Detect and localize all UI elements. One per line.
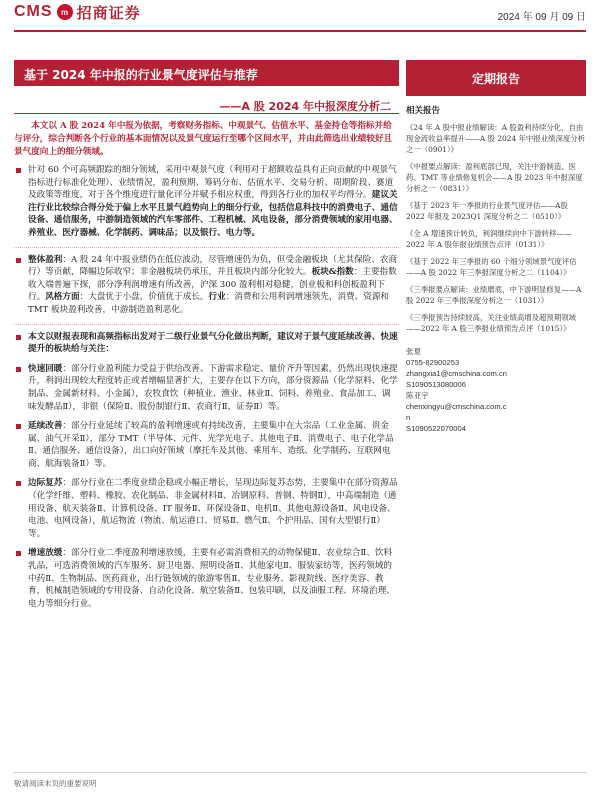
related-report-link[interactable]: 《24 年 A 股中报业绩解读：A 股盈利持续分化，自由现金流收益率提升——A 股 2024 年中报业绩深度分析之一（0901）》 bbox=[406, 123, 586, 154]
logo-cn: 招商证券 bbox=[76, 3, 141, 22]
bullet-text: ：消费和公用利润增速领先，消费、资源和 TMT 板块盈利改善，中游制造盈利恶化。 bbox=[28, 292, 390, 315]
bullet-keyword: 板块&指数 bbox=[311, 267, 354, 278]
summary-bullet bbox=[14, 164, 399, 240]
contact-line: 0755-82900253 bbox=[406, 358, 460, 367]
footer-divider bbox=[14, 772, 586, 773]
bullet-keyword: 边际复苏 bbox=[28, 478, 63, 489]
sidebar bbox=[406, 60, 586, 434]
contact-line: 陈亚宇 bbox=[406, 391, 429, 400]
logo-mark-icon: m bbox=[57, 4, 73, 20]
cms-logo bbox=[14, 2, 141, 22]
bullet-text: ：部分行业在二季度业绩企稳或小幅正增长，呈现边际复苏态势，主要集中在部分资源品（化学纤维、塑料、橡胶、农化制品、非金属材料Ⅱ、冶钢原料、普钢、特钢Ⅱ），中高端制造（通用设备、航天装备Ⅱ、计算机设备、IT 服务Ⅱ、环保设备Ⅱ、电机Ⅱ、其他电源设备Ⅱ、风电设备、电池、电网设备），航运物流（物流、航运港口、贸易Ⅱ、燃气Ⅱ、个护用品、国有大型银行Ⅱ）等。 bbox=[28, 478, 398, 539]
bullet-text: ：部分行业二季度盈利增速放缓，主要有必需消费相关的动物保健Ⅱ、农业综合Ⅱ、饮料乳品，可选消费领域的汽车服务、厨卫电器、照明设备Ⅱ、其他家电Ⅱ、服装家纺等，医药领域的中药Ⅱ、生物制品、医药商业，出行链领域的旅游零售Ⅱ、专业服务、影视院线、医疗美容、教育，机械制造领域的专用设备、自动化设备、航空装备Ⅱ、包装印刷，以及油服工程、环境治理、电力等细分行业。 bbox=[28, 548, 395, 609]
related-report-link[interactable]: 《基于 2022 年三季报的 60 个细分领域景气度评估——A 股 2022 年三季报深度分析之二（1104）》 bbox=[406, 257, 577, 277]
report-title: 基于 2024 年中报的行业景气度评估与推荐 bbox=[14, 60, 399, 86]
summary-bullet bbox=[14, 324, 399, 356]
bullet-keyword: 行业 bbox=[208, 292, 226, 303]
summary-bullet bbox=[14, 547, 399, 610]
bullet-keyword: 快速回暖 bbox=[28, 363, 63, 374]
bullet-keyword: 建议关注行业比较综合得分处于偏上水平且景气趋势向上的细分行业，包括信息科技中的消费电子、通信设备、通信服务，中游制造领域的汽车零部件、工程机械、风电设备，部分消费领域的家用电器、养殖业、医疗器械、化学制药、调味品；以及银行、电力等。 bbox=[28, 190, 398, 238]
bullet-keyword: 延续改善 bbox=[28, 421, 63, 432]
summary-bullet bbox=[14, 420, 399, 470]
related-report-link[interactable]: 《三季报预告持续较高，关注业绩高增及超预期领域——2022 年 A 股三季报业绩预告点评（1015）》 bbox=[406, 313, 576, 333]
bullet-keyword: 增速放缓 bbox=[28, 548, 63, 559]
bullet-text: ：部分行业延续了较高的盈利增速或有持续改善，主要集中在大宗品（工业金属、贵金属、油气开采Ⅱ），部分 TMT（半导体、元件、光学光电子、其他电子Ⅱ、消费电子、电子化学品Ⅱ、通信服务、通信设备），出口向好领域（摩托车及其他、乘用车、造纸、化学制药、互联网电商、航海装备Ⅱ）等。 bbox=[28, 421, 394, 469]
report-type-badge: 定期报告 bbox=[406, 60, 586, 96]
summary-bullet bbox=[14, 477, 399, 540]
contact-line: 张夏 bbox=[406, 347, 422, 356]
page-header bbox=[0, 0, 600, 30]
report-date: 2024 年 09 月 09 日 bbox=[497, 12, 586, 23]
contact-line: n bbox=[406, 413, 411, 422]
bullet-text: ：部分行业盈利能力受益于供给改善、下游需求稳定、量价齐升等因素，仍然出现快速提升，利润出现较大程度转正或者增幅显著扩大，主要存在以下方向，部分资源品（化学原料、化学制品、金属新材料、小金属），农牧食饮（种植业、渔业、林业Ⅱ、饲料、养殖业、食品加工、调味发酵品Ⅱ），非银（保险Ⅱ、股份制银行Ⅱ、农商行Ⅱ、证券Ⅱ）等。 bbox=[28, 363, 398, 412]
related-report-link[interactable]: 《基于 2023 年一季报的行业景气度评估——A股 2022 年报及 2023Q1 深度分析之二（0510）》 bbox=[406, 201, 568, 221]
contact-line: S1090522070004 bbox=[406, 424, 466, 433]
contact-line: S1090513080006 bbox=[406, 380, 466, 389]
summary-bullet bbox=[14, 363, 399, 413]
bullet-keyword: 整体盈利 bbox=[28, 254, 63, 265]
bullet-text: ：主要指数收入端普遍下探，部分净利润增速有所改善，沪深 300 盈利相对稳健，创业板和科创板盈利下行。 bbox=[28, 267, 397, 303]
bullet-text: ：A 股 24 年中报业绩仍在低位波动，尽管增速仍为负，但受金融板块（尤其保险、农商行）等贡献，降幅边际收窄；非金融板块仍承压，并且板块内部分化较大。 bbox=[28, 254, 398, 278]
header-divider bbox=[14, 30, 586, 32]
main-content bbox=[14, 164, 399, 617]
related-reports-title: 相关报告 bbox=[406, 106, 441, 116]
report-subtitle: ——A 股 2024 年中报深度分析二 bbox=[219, 100, 391, 113]
related-report-link[interactable]: 《全 A 增速预计转负，利润继续向中下游转移——2022 年 A 股年报业绩预告点评（0131）》 bbox=[406, 229, 572, 249]
summary-bullet bbox=[14, 247, 399, 317]
bullet-keyword: 风格方面 bbox=[45, 292, 80, 303]
bullet-text: ：大盘优于小盘，价值优于成长。 bbox=[79, 292, 209, 303]
logo-en: CMS bbox=[14, 3, 53, 20]
contact-line: zhangxia1@cmschina.com.cn bbox=[406, 369, 507, 378]
report-abstract: 本文以 A 股 2024 年中报为依据，考察财务指标、中观景气、估值水平、基金持仓等指标并给与评分，综合判断各个行业的基本面情况以及景气度运行至哪个区间水平，并由此筛选出业绩较好且景气度向上的细分领域。 bbox=[14, 121, 393, 157]
subtitle-divider bbox=[14, 113, 399, 114]
footer-note: 敬请阅读末页的重要说明 bbox=[14, 779, 97, 788]
related-report-link[interactable]: 《三季报要点解读：业绩磨底，中下游明显修复——A 股 2022 年三季报深度分析之一（1031）》 bbox=[406, 285, 582, 305]
related-reports-list bbox=[406, 122, 586, 334]
bullet-text: 针对 60 个可高频跟踪的细分领域，采用中观景气度（利用对于超额收益具有正向贡献的中观景气指标进行标准化处理）、业绩情况，盈利预期、筹码分布、估值水平、交易分析、周期阶段、赛道及政策等维度，对于各个维度进行量化评分并赋予相应权重，得到各行业的加权平均得分。 bbox=[28, 165, 397, 201]
bullet-heading: 本文以财报表现和高频指标出发对于二级行业景气分化做出判断，建议对于景气度延续改善、快速提升的板块给与关注： bbox=[28, 331, 398, 355]
related-report-link[interactable]: 《中报要点解读：盈利底部已现，关注中游制造、医药、TMT 等业绩修复机会——A 股 2023 年中报深度分析之一（0831）》 bbox=[406, 162, 583, 193]
analyst-contacts bbox=[406, 346, 586, 434]
contact-line: chenxingyu@cmschina.com.c bbox=[406, 402, 507, 411]
